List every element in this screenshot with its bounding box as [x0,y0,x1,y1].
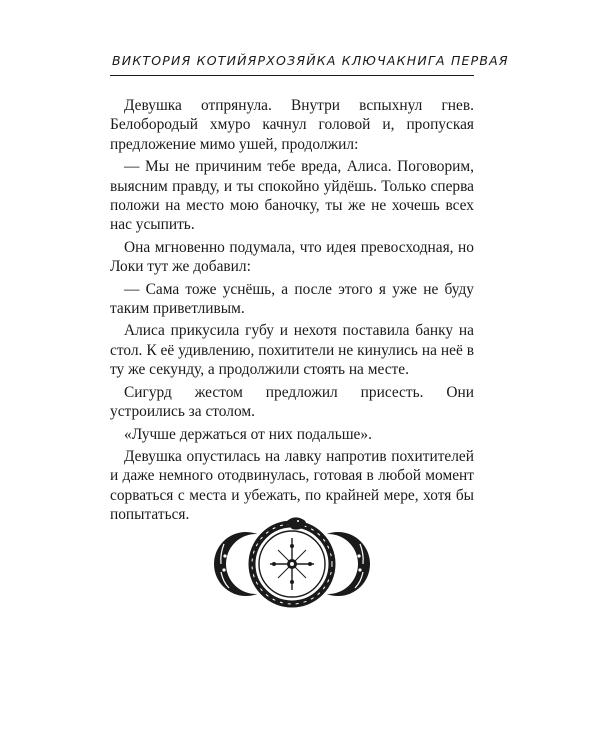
triple-moon-ouroboros-icon [212,512,372,616]
paragraph: Она мгновенно подумала, что идея превосходная, но Локи тут же добавил: [110,238,474,276]
paragraph: Девушка опустилась на лавку напротив похитителей и даже немного отодвинулась, готовая в любой момент сорваться с места и убежать, по крайней мере, хотя бы попытаться. [110,447,474,524]
paragraph: — Сама тоже уснёшь, а после этого я уже не буду таким приветливым. [110,280,474,318]
paragraph: Девушка отпрянула. Внутри вспыхнул гнев. Белобородый хмуро качнул головой и, пропуская предложение мимо ушей, продолжил: [110,97,474,153]
header-author: ВИКТОРИЯ КОТИЙЯР [112,52,267,68]
header-divider [110,75,474,76]
header-book: КНИГА ПЕРВАЯ [396,52,509,68]
paragraph: Алиса прикусила губу и нехотя поставила банку на стол. К её удивлению, похитители не кинулись на неё в ту же секунду, а продолжили стоять на месте. [110,322,474,379]
paragraph: Сигурд жестом предложил присесть. Они устроились за столом. [110,383,474,421]
header-title: ХОЗЯЙКА КЛЮЧА [266,52,397,68]
paragraph: «Лучше держаться от них подальше». [124,425,372,443]
running-header [112,50,509,70]
body-text [110,96,474,528]
paragraph: — Мы не причиним тебе вреда, Алиса. Поговорим, выясним правду, и ты спокойно уйдёшь. Только сперва положи на место мою баночку, ты же не хочешь всех нас усыпить. [110,158,474,234]
